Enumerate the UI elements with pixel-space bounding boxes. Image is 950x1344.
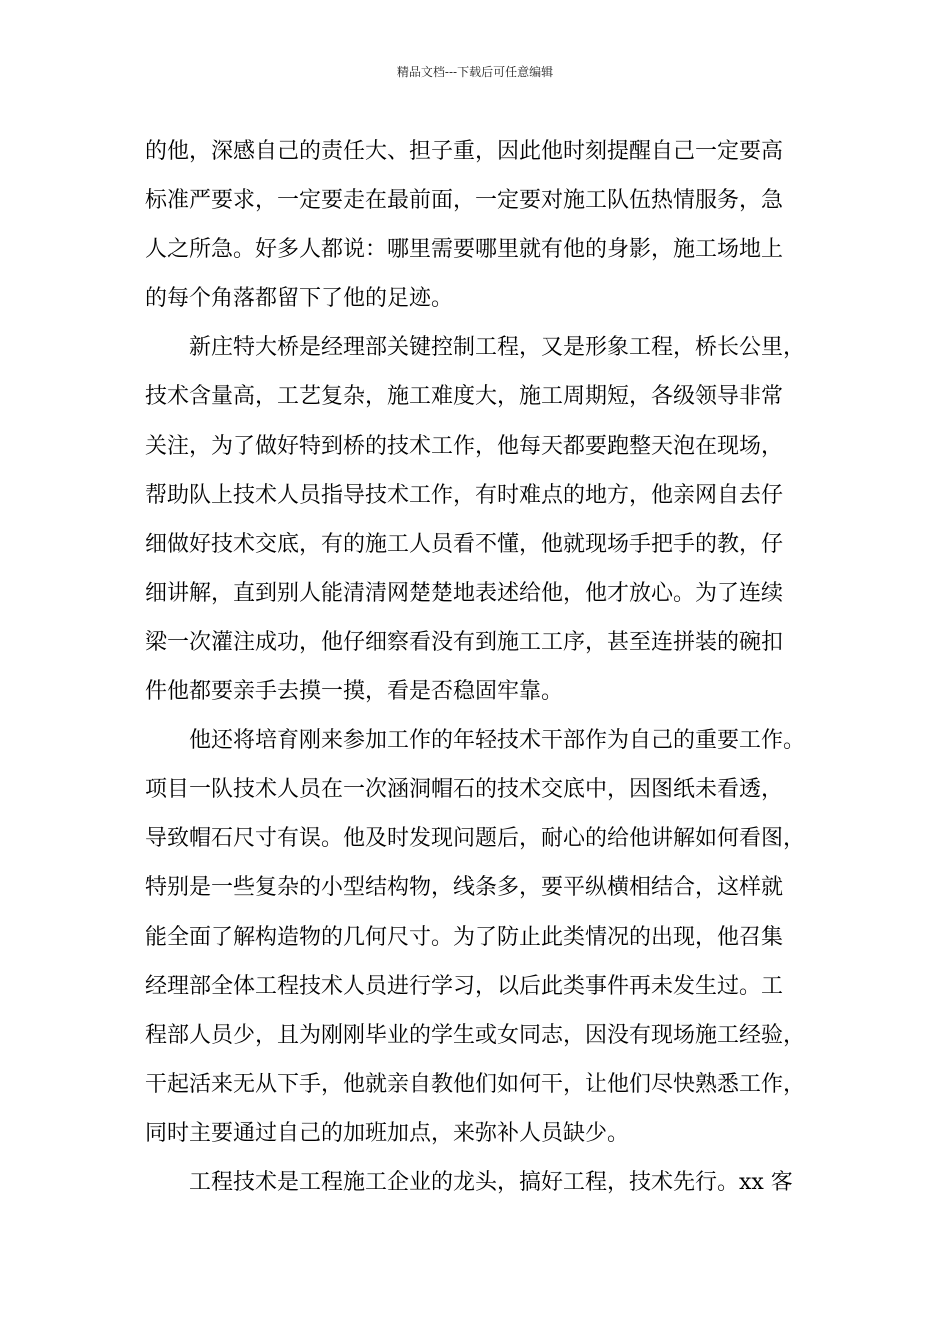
text-line: 关注，为了做好特到桥的技术工作，他每天都要跑整天泡在现场， (145, 433, 784, 459)
text-line: 导致帽石尺寸有误。他及时发现问题后，耐心的给他讲解如何看图， (145, 826, 806, 852)
text-line: 项目一队技术人员在一次涵洞帽石的技术交底中，因图纸未看透， (145, 777, 784, 803)
text-line: 细做好技术交底，有的施工人员看不懂，他就现场手把手的教，仔 (145, 531, 784, 557)
text-line: 干起活来无从下手，他就亲自教他们如何干，让他们尽快熟悉工作， (145, 1071, 806, 1097)
text-line: 程部人员少，且为刚刚毕业的学生或女同志，因没有现场施工经验， (145, 1022, 806, 1048)
text-line: 件他都要亲手去摸一摸，看是否稳固牢靠。 (145, 679, 564, 705)
text-line: 人之所急。好多人都说：哪里需要哪里就有他的身影，施工场地上 (145, 237, 784, 263)
text-line: 梁一次灌注成功，他仔细察看没有到施工工序，甚至连拼装的碗扣 (145, 629, 784, 655)
text-line: 同时主要通过自己的加班加点，来弥补人员缺少。 (145, 1120, 630, 1146)
text-line: 标准严要求，一定要走在最前面，一定要对施工队伍热情服务，急 (145, 188, 784, 214)
text-line: 特别是一些复杂的小型结构物，线条多，要平纵横相结合，这样就 (145, 875, 784, 901)
paragraph-start-line: 新庄特大桥是经理部关键控制工程，又是形象工程，桥长公里， (189, 335, 806, 361)
paragraph-start-line: 工程技术是工程施工企业的龙头，搞好工程，技术先行。xx 客 (189, 1169, 793, 1195)
text-line: 的每个角落都留下了他的足迹。 (145, 286, 454, 312)
paragraph-start-line: 他还将培育刚来参加工作的年轻技术干部作为自己的重要工作。 (189, 728, 806, 754)
document-body (145, 127, 825, 1207)
page-header: 精品文档---下载后可任意编辑 (396, 65, 554, 79)
text-line: 能全面了解构造物的几何尺寸。为了防止此类情况的出现，他召集 (145, 924, 784, 950)
text-line: 帮助队上技术人员指导技术工作，有时难点的地方，他亲网自去仔 (145, 482, 784, 508)
text-line: 细讲解，直到别人能清清网楚楚地表述给他，他才放心。为了连续 (145, 580, 784, 606)
text-line: 经理部全体工程技术人员进行学习，以后此类事件再未发生过。工 (145, 973, 784, 999)
text-line: 的他，深感自己的责任大、担子重，因此他时刻提醒自己一定要高 (145, 139, 784, 164)
text-line: 技术含量高，工艺复杂，施工难度大，施工周期短，各级领导非常 (145, 384, 784, 410)
